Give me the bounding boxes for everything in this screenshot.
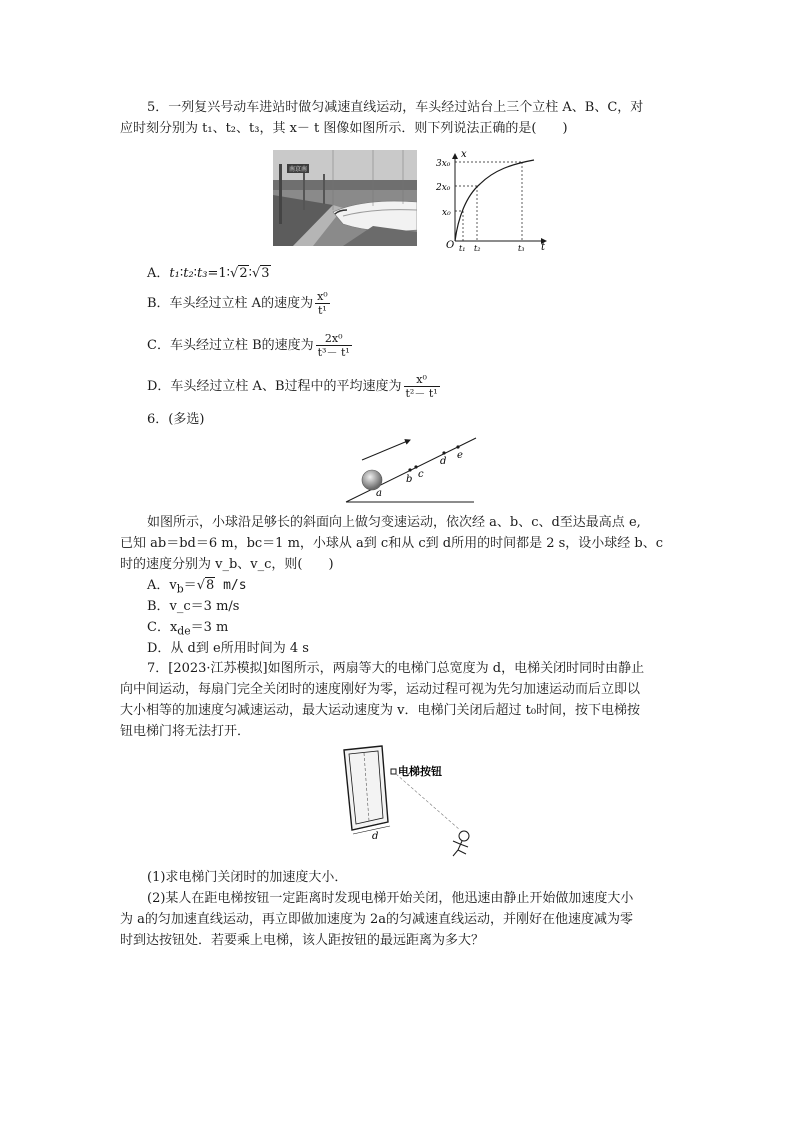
origin-label: O: [446, 240, 455, 251]
point-b: [408, 468, 411, 471]
motion-arrow: [362, 440, 410, 460]
tick-2x0: 2x₀: [436, 183, 451, 193]
station-sign: 南京南: [288, 166, 308, 173]
q7-line2: 向中间运动，每扇门完全关闭时的速度刚好为零，运动过程可视为先匀加速运动而后立即以: [120, 682, 641, 697]
q7-sub2-line3: 时到达按钮处．若要乘上电梯，该人距按钮的最远距离为多大？: [120, 933, 485, 948]
q7-line3: 大小相等的加速度匀减速运动，最大运动速度为 v．电梯门关闭后超过 t₀时间，按下电梯按: [120, 703, 641, 718]
train-station-photo: [273, 150, 417, 246]
label-c: c: [418, 469, 424, 480]
y-axis-label: x: [461, 149, 467, 160]
tick-x0: x₀: [442, 208, 451, 218]
elevator-frame: [344, 746, 388, 830]
fraction: $\frac{\text{x⁰}}{\text{t²－ t¹}}$: [405, 373, 438, 400]
person-icon: [453, 831, 469, 856]
elevator-button-icon: [391, 769, 396, 774]
q6-line1: 如图所示，小球沿足够长的斜面向上做匀变速运动，依次经 a、b、c、d至达最高点 e,: [147, 515, 641, 530]
q6-option-c[interactable]: C．$x_{de}=3$ m: [147, 620, 229, 638]
sqrt-symbol: √: [196, 578, 205, 593]
q6-option-b[interactable]: B．v_c＝3 m/s: [147, 599, 240, 614]
tick-t3: t₃: [518, 244, 525, 252]
elevator-diagram: [336, 744, 486, 862]
x-t-graph: [428, 148, 554, 252]
label-d: d: [440, 456, 447, 467]
q6-option-a[interactable]: A．$v_b=√8$ m/s: [147, 578, 247, 596]
tick-t1: t₁: [459, 244, 466, 252]
width-label-d: d: [372, 831, 379, 842]
q6-title: 6．(多选): [147, 412, 205, 427]
q7-sub2-line2: 为 a的匀加速直线运动，再立即做加速度为 2a的匀减速直线运动，并刚好在他速度减为零: [120, 912, 634, 927]
incline-diagram: [340, 430, 480, 506]
fraction: $\frac{\text{x⁰}}{\text{t¹}}$: [317, 290, 328, 317]
ball: [362, 470, 382, 490]
tick-t2: t₂: [474, 244, 481, 252]
q7-sub1: (1)求电梯门关闭时的加速度大小．: [147, 870, 348, 885]
elevator-button-label: 电梯按钮: [398, 765, 442, 778]
q5-option-d[interactable]: D．车头经过立柱 A、B过程中的平均速度为 $\frac{\text{x⁰}}{\text{t²－ t¹}}$: [147, 373, 438, 400]
label-a: a: [376, 488, 382, 499]
q5-option-a[interactable]: A．t₁∶t₂∶t₃=1∶√2∶√3: [147, 266, 270, 281]
q5-option-c[interactable]: C．车头经过立柱 B的速度为 $\frac{\text{2x⁰}}{\text{t³－ t¹}}$: [147, 332, 350, 359]
q7-line1: 7．[2023·江苏模拟]如图所示，两扇等大的电梯门总宽度为 d，电梯关闭时同时由静止: [147, 661, 645, 676]
x-t-curve: [455, 160, 534, 241]
distance-line: [396, 774, 460, 830]
tick-3x0: 3x₀: [436, 159, 451, 169]
label-b: b: [406, 474, 413, 485]
sqrt-symbol: √: [230, 266, 239, 281]
point-e: [456, 445, 459, 448]
label-e: e: [457, 450, 463, 461]
q7-sub2-line1: (2)某人在距电梯按钮一定距离时发现电梯开始关闭，他迅速由静止开始做加速度大小: [147, 891, 634, 906]
q6-line3: 时的速度分别为 v_b、v_c，则( ): [120, 557, 334, 572]
x-axis-label: t: [541, 242, 546, 252]
q7-line4: 钮电梯门将无法打开．: [120, 724, 251, 739]
fraction: $\frac{\text{2x⁰}}{\text{t³－ t¹}}$: [317, 332, 350, 359]
q5-option-b[interactable]: B．车头经过立柱 A的速度为 $\frac{\text{x⁰}}{\text{t¹}}$: [147, 290, 328, 317]
q5-line2: 应时刻分别为 t₁、t₂、t₃，其 x－ t 图像如图所示．则下列说法正确的是( ): [120, 121, 568, 136]
q6-line2: 已知 ab＝bd＝6 m，bc＝1 m，小球从 a到 c和从 c到 d所用的时间都是 2 s，设小球经 b、c: [120, 536, 664, 551]
q6-option-d[interactable]: D．从 d到 e所用时间为 4 s: [147, 641, 309, 656]
point-d: [442, 451, 445, 454]
q5-line1: 5．一列复兴号动车进站时做匀减速直线运动，车头经过站台上三个立柱 A、B、C，对: [147, 100, 644, 115]
sqrt-symbol: √: [252, 266, 261, 281]
